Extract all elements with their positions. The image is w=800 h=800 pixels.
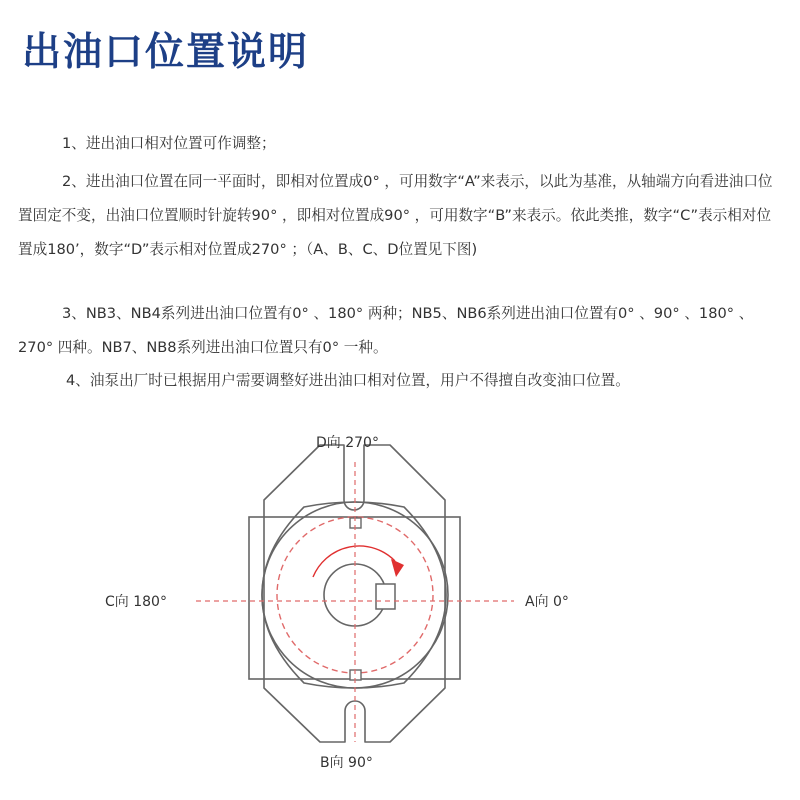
rotation-arc [313, 546, 395, 577]
paragraph-3: 3、NB3、NB4系列进出油口位置有0° 、180° 两种；NB5、NB6系列进出油口位置有0° 、90° 、180° 、270° 四种。NB7、NB8系列进出油口位置只有0° 一种。 [18, 305, 754, 356]
port-position-diagram [0, 420, 800, 800]
label-c-180: C向 180° [105, 594, 167, 610]
shaft-key [376, 584, 395, 609]
page-title: 出油口位置说明 [22, 30, 310, 75]
paragraph-4: 4、油泵出厂时已根据用户需要调整好进出油口相对位置，用户不得擅自改变油口位置。 [66, 372, 630, 389]
rotation-path-dashed [277, 517, 433, 673]
rotation-arrow-icon [391, 559, 404, 577]
paragraph-2: 2、进出油口位置在同一平面时，即相对位置成0° ，可用数字“A”来表示，以此为基准，从轴端方向看进油口位置固定不变，出油口位置顺时针旋转90° ，即相对位置成90° ，可用数字“B”来表示。依此类推，数字“C”表示相对位置成180’，数字“D”表示相对位置成270° ；（A、B、C、D位置见下图) [18, 173, 773, 258]
label-d-270: D向 270° [316, 435, 379, 451]
label-a-0: A向 0° [525, 594, 569, 610]
label-b-90: B向 90° [320, 755, 373, 771]
paragraph-1: 1、进出油口相对位置可作调整； [62, 135, 276, 152]
